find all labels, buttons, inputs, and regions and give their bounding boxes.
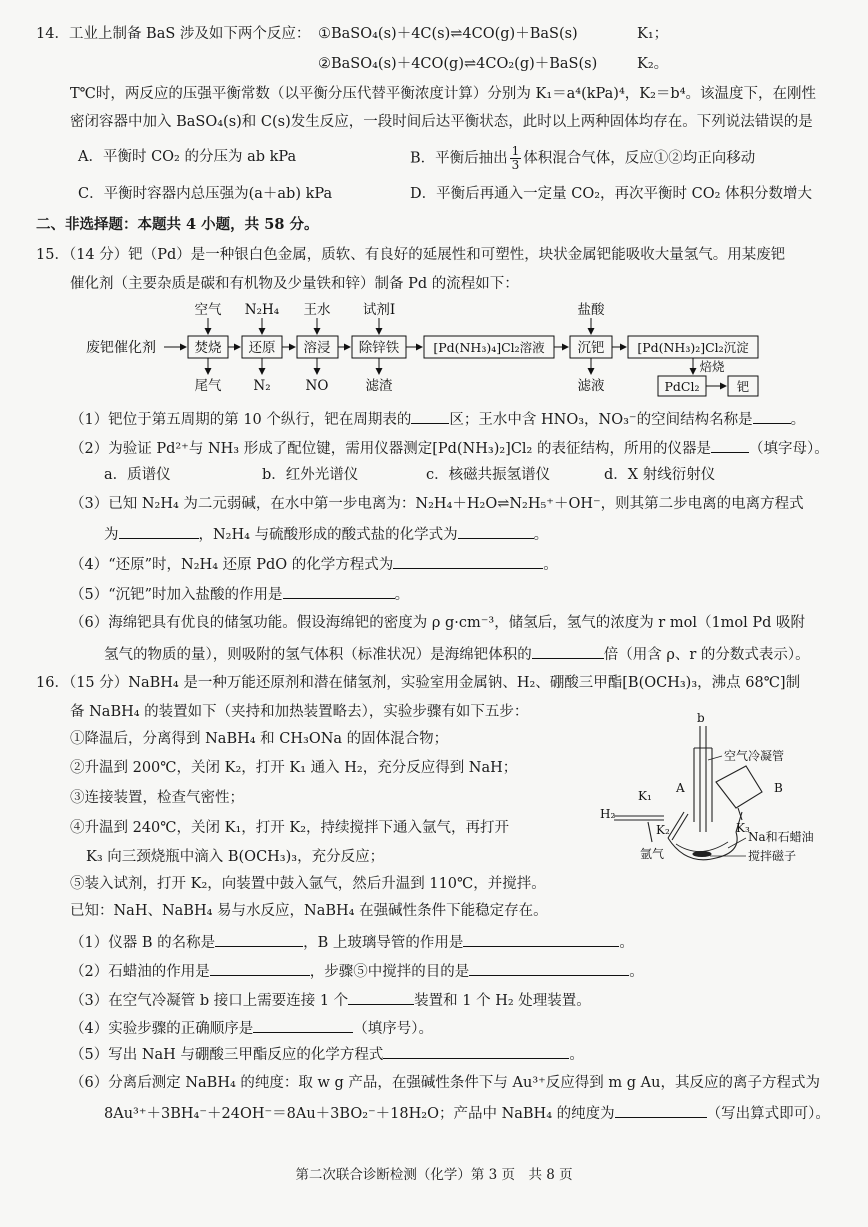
q16-step-5: ⑤装入试剂，打开 K₂，向装置中鼓入氩气，然后升温到 110℃，并搅拌。 bbox=[70, 876, 546, 892]
flow-input-air: 空气 bbox=[194, 302, 222, 318]
q14-option-d: D．平衡后再通入一定量 CO₂，再次平衡时 CO₂ 体积分数增大 bbox=[410, 186, 813, 202]
q14-reaction-2: ②BaSO₄(s)＋4CO(g)⇌4CO₂(g)＋BaS(s) bbox=[318, 56, 598, 72]
apparatus-diagram bbox=[596, 712, 836, 868]
q15-part-6: （6）海绵钯具有优良的储氢功能。假设海绵钯的密度为 ρ g·cm⁻³，储氢后，氢气的浓度为 r mol（1mol Pd 吸附 bbox=[70, 615, 806, 631]
q15-stem-1: 15．（14 分）钯（Pd）是一种银白色金属，质软、有良好的延展性和可塑性，块状金属钯能吸收大量氢气。用某废钯 bbox=[36, 247, 786, 263]
flow-step-7: [Pd(NH₃)₂]Cl₂沉淀 bbox=[637, 340, 749, 355]
q15-p3-text: ，N₂H₄ 与硫酸形成的酸式盐的化学式为 bbox=[198, 527, 458, 543]
q14-option-a: A．平衡时 CO₂ 的分压为 ab kPa bbox=[78, 149, 297, 165]
label-a: A bbox=[676, 781, 685, 795]
label-stir: 搅拌磁子 bbox=[748, 849, 797, 863]
q14-option-b-pre: B．平衡后抽出 bbox=[410, 150, 508, 167]
label-condenser: 空气冷凝管 bbox=[724, 749, 785, 763]
answer-blank[interactable] bbox=[463, 931, 619, 947]
flow-output-filtrate: 滤液 bbox=[577, 378, 605, 394]
q15-stem-2: 催化剂（主要杂质是碳和有机物及少量铁和锌）制备 Pd 的流程如下： bbox=[70, 276, 519, 292]
q16-stem-1: 16．（15 分）NaBH₄ 是一种万能还原剂和潜在储氢剂，实验室用金属钠、H₂、硼酸三甲酯[B(OCH₃)₃，沸点 68℃]制 bbox=[36, 675, 801, 691]
q16-p1-text-b: ，B 上玻璃导管的作用是 bbox=[303, 935, 464, 951]
flow-input-aqua-regia: 王水 bbox=[303, 302, 331, 318]
q15-p1-end: 。 bbox=[790, 412, 806, 428]
q14-k1: K₁； bbox=[637, 26, 669, 42]
q14-line-3: 密闭容器中加入 BaSO₄(s)和 C(s)发生反应，一段时间后达平衡状态，此时以上两种固体均存在。下列说法错误的是 bbox=[70, 114, 813, 130]
q16-step-2: ②升温到 200℃，关闭 K₂，打开 K₁ 通入 H₂，充分反应得到 NaH； bbox=[70, 760, 518, 776]
q14-reaction-1: ①BaSO₄(s)＋4C(s)⇌4CO(g)＋BaS(s) bbox=[318, 26, 578, 42]
q16-p1-text: （1）仪器 B 的名称是 bbox=[70, 935, 216, 951]
answer-blank[interactable] bbox=[458, 523, 534, 539]
flow-input-n2h4: N₂H₄ bbox=[244, 302, 280, 318]
q16-p2-text-b: ，步骤⑤中搅拌的目的是 bbox=[309, 964, 470, 980]
label-k1: K₁ bbox=[638, 789, 652, 803]
label-h2: H₂ bbox=[600, 807, 616, 821]
q14-option-b-post: 体积混合气体，反应①②均正向移动 bbox=[523, 150, 756, 167]
answer-blank[interactable] bbox=[753, 408, 791, 424]
q16-p4-end: （填序号）。 bbox=[353, 1021, 433, 1037]
q16-part-1 bbox=[70, 931, 634, 953]
label-argon: 氩气 bbox=[640, 847, 665, 861]
q16-p3-end: 装置和 1 个 H₂ 处理装置。 bbox=[414, 993, 591, 1009]
answer-blank[interactable] bbox=[210, 960, 310, 976]
q16-step-4-cont: K₃ 向三颈烧瓶中滴入 B(OCH₃)₃，充分反应； bbox=[86, 849, 385, 865]
q15-part-6-line-2 bbox=[104, 643, 810, 665]
q15-part-5 bbox=[70, 583, 409, 605]
q16-step-3: ③连接装置，检查气密性； bbox=[70, 790, 244, 806]
q14-stem: 14．工业上制备 BaS 涉及如下两个反应： bbox=[36, 26, 311, 42]
q16-step-1: ①降温后，分离得到 NaBH₄ 和 CH₃ONa 的固体混合物； bbox=[70, 731, 449, 747]
q15-p4-end: 。 bbox=[543, 557, 558, 573]
q15-part-2 bbox=[70, 437, 829, 459]
q16-part-3 bbox=[70, 989, 591, 1011]
answer-blank[interactable] bbox=[253, 1017, 353, 1033]
q16-p3-text: （3）在空气冷凝管 b 接口上需要连接 1 个 bbox=[70, 993, 349, 1009]
answer-blank[interactable] bbox=[711, 437, 749, 453]
q15-p6-end: 倍（用含 ρ、r 的分数式表示）。 bbox=[603, 647, 810, 663]
flow-step-4: 除锌铁 bbox=[358, 340, 400, 356]
answer-blank[interactable] bbox=[411, 408, 449, 424]
fraction-numerator: 1 bbox=[511, 144, 520, 158]
label-k3: K₃ bbox=[736, 821, 750, 835]
flow-step-1: 焚烧 bbox=[194, 340, 222, 356]
q15-p4-text: （4）“还原”时，N₂H₄ 还原 PdO 的化学方程式为 bbox=[70, 557, 394, 573]
q16-part-6-line-2 bbox=[104, 1102, 830, 1124]
q14-k2: K₂。 bbox=[637, 56, 669, 72]
flow-input-hcl: 盐酸 bbox=[577, 302, 605, 318]
answer-blank[interactable] bbox=[283, 583, 395, 599]
stir-bar bbox=[693, 852, 711, 857]
q15-part-4 bbox=[70, 553, 558, 575]
q16-part-5 bbox=[70, 1043, 584, 1065]
answer-blank[interactable] bbox=[383, 1043, 569, 1059]
fraction-one-third bbox=[510, 145, 522, 172]
label-funnel-b: B bbox=[774, 781, 783, 795]
answer-blank[interactable] bbox=[532, 643, 604, 659]
flask-liquid bbox=[676, 842, 728, 852]
fraction-denominator: 3 bbox=[511, 158, 520, 172]
q15-part-3: （3）已知 N₂H₄ 为二元弱碱，在水中第一步电离为：N₂H₄＋H₂O⇌N₂H₅⁺＋OH⁻，则其第二步电离的电离方程式 bbox=[70, 496, 804, 512]
flow-end-label: 钯 bbox=[736, 379, 750, 394]
flow-input-reagent-1: 试剂I bbox=[362, 302, 396, 318]
page-footer: 第二次联合诊断检测（化学）第 3 页 共 8 页 bbox=[295, 1167, 573, 1183]
q14-line-2: T℃时，两反应的压强平衡常数（以平衡分压代替平衡浓度计算）分别为 K₁＝a⁴(kPa)⁴，K₂＝b⁴。该温度下，在刚性 bbox=[70, 86, 817, 102]
q15-p2-option-b: b．红外光谱仪 bbox=[262, 467, 359, 483]
q15-p2-text: （2）为验证 Pd²⁺与 NH₃ 形成了配位键，需用仪器测定[Pd(NH₃)₂]Cl₂ 的表征结构，所用的仪器是 bbox=[70, 441, 711, 457]
leader-line bbox=[708, 756, 722, 760]
label-b: b bbox=[697, 712, 705, 725]
q15-p5-text: （5）“沉钯”时加入盐酸的作用是 bbox=[70, 587, 283, 603]
answer-blank[interactable] bbox=[348, 989, 414, 1005]
q15-p5-end: 。 bbox=[394, 587, 410, 603]
q15-p2-option-d: d．X 射线衍射仪 bbox=[604, 467, 716, 483]
q16-known: 已知：NaH、NaBH₄ 易与水反应，NaBH₄ 在强碱性条件下能稳定存在。 bbox=[70, 903, 548, 919]
q15-p6-text: 氢气的物质的量），则吸附的氢气体积（标准状况）是海绵钯体积的 bbox=[104, 647, 532, 663]
q16-p6-text: 8Au³⁺＋3BH₄⁻＋24OH⁻＝8Au＋3BO₂⁻＋18H₂O；产品中 NaBH₄ 的纯度为 bbox=[104, 1106, 615, 1122]
dropping-funnel-b bbox=[716, 766, 762, 808]
q16-p5-end: 。 bbox=[569, 1047, 584, 1063]
q16-step-4: ④升温到 240℃，关闭 K₁，打开 K₂，持续搅拌下通入氩气，再打开 bbox=[70, 820, 510, 836]
q16-p6-end: （写出算式即可）。 bbox=[706, 1106, 830, 1122]
q14-option-c: C．平衡时容器内总压强为(a＋ab) kPa bbox=[78, 186, 333, 202]
q15-p3-end: 。 bbox=[533, 527, 549, 543]
flow-output-residue: 滤渣 bbox=[365, 378, 393, 394]
answer-blank[interactable] bbox=[119, 523, 199, 539]
q15-p3-prefix: 为 bbox=[104, 527, 119, 543]
q16-part-6: （6）分离后测定 NaBH₄ 的纯度：取 w g 产品，在强碱性条件下与 Au³⁺反应得到 m g Au，其反应的离子方程式为 bbox=[70, 1075, 820, 1091]
q16-part-4 bbox=[70, 1017, 433, 1039]
answer-blank[interactable] bbox=[393, 553, 543, 569]
q15-p2-option-c: c．核磁共振氢谱仪 bbox=[426, 467, 551, 483]
flow-output-no: NO bbox=[305, 378, 329, 394]
flow-output-n2: N₂ bbox=[253, 378, 271, 394]
q14-option-b bbox=[410, 145, 755, 172]
flow-output-tail-gas: 尾气 bbox=[194, 378, 222, 394]
label-k2: K₂ bbox=[656, 823, 670, 837]
flow-step-6: 沉钯 bbox=[577, 340, 605, 356]
q16-p1-end: 。 bbox=[619, 935, 634, 951]
q15-p2-option-a: a．质谱仪 bbox=[104, 467, 171, 483]
q16-stem-2: 备 NaBH₄ 的装置如下（夹持和加热装置略去），实验步骤有如下五步： bbox=[70, 704, 529, 720]
q16-p2-end: 。 bbox=[629, 964, 644, 980]
section-heading: 二、非选择题：本题共 4 小题，共 58 分。 bbox=[36, 216, 319, 233]
q15-part-1 bbox=[70, 408, 805, 430]
flow-roast-label: 焙烧 bbox=[699, 359, 725, 374]
q15-p1-text-b: 区；王水中含 HNO₃，NO₃⁻的空间结构名称是 bbox=[449, 412, 753, 428]
flow-step-5: [Pd(NH₃)₄]Cl₂溶液 bbox=[433, 340, 545, 355]
flow-step-3: 溶浸 bbox=[303, 340, 331, 356]
answer-blank[interactable] bbox=[215, 931, 303, 947]
process-flow-diagram bbox=[80, 300, 780, 400]
flow-step-2: 还原 bbox=[248, 340, 276, 356]
q16-p4-text: （4）实验步骤的正确顺序是 bbox=[70, 1021, 254, 1037]
answer-blank[interactable] bbox=[469, 960, 629, 976]
label-na-oil: Na和石蜡油 bbox=[748, 830, 814, 844]
q16-p2-text: （2）石蜡油的作用是 bbox=[70, 964, 210, 980]
argon-inlet-tube bbox=[648, 822, 652, 842]
q15-p1-text: （1）钯位于第五周期的第 10 个纵行，钯在周期表的 bbox=[70, 412, 412, 428]
flow-start: 废钯催化剂 bbox=[86, 340, 156, 356]
answer-blank[interactable] bbox=[615, 1102, 707, 1118]
q16-part-2 bbox=[70, 960, 644, 982]
q15-part-3-line-2 bbox=[104, 523, 548, 545]
q16-p5-text: （5）写出 NaH 与硼酸三甲酯反应的化学方程式 bbox=[70, 1047, 384, 1063]
flow-pdcl2-label: PdCl₂ bbox=[664, 379, 700, 394]
q15-p2-end: （填字母）。 bbox=[748, 441, 829, 457]
